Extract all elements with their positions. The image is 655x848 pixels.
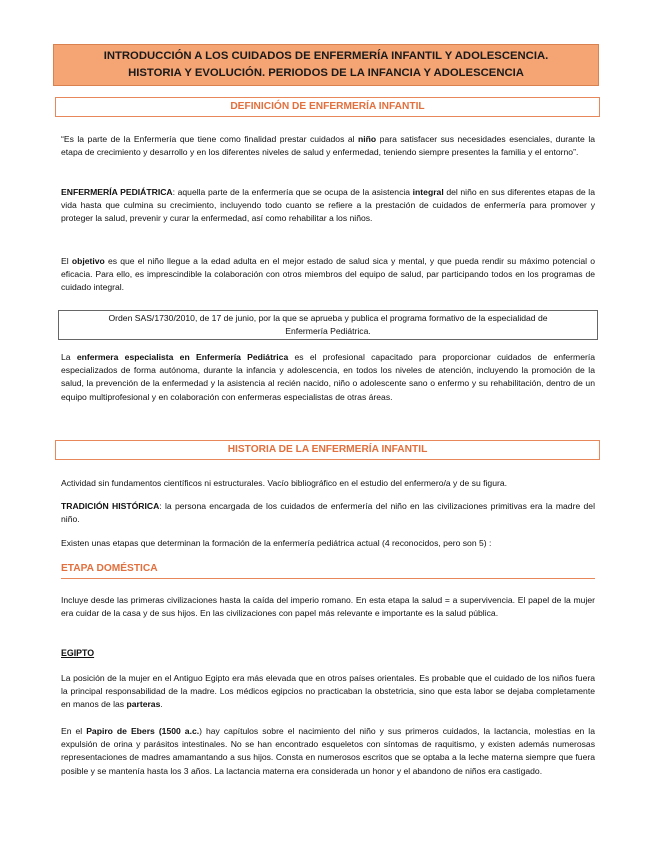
egipto-p1-text-bold: parteras — [126, 699, 161, 710]
tradicion-paragraph — [61, 500, 595, 526]
actividad-paragraph: Actividad sin fundamentos científicos ni estructurales. Vacío bibliográfico en el estudio del enfermero/a y de su figura. — [61, 478, 508, 488]
objetivo-text-c: es que el niño llegue a la edad adulta en el mejor estado de salud sica y mental, y que pueda rendir su máximo potencial o eficacia. Para ello, es imprescindible la colaboración con otros miembros del equipo de salud, par participando todos en los programas de cuidado integral. — [61, 256, 595, 293]
quote-paragraph — [61, 133, 595, 159]
etapa-domestica-heading: ETAPA DOMÉSTICA — [61, 561, 595, 579]
pediatrica-text-c: del niño en sus diferentes etapas de la vida hasta que culmina su crecimiento, incluyendo todo cuanto se refiere a la prestación de cuidados de enfermería para promover y proteger la salud, prevenir y curar la enfermedad, así como rehabilitar a los niños. — [61, 187, 595, 224]
section-heading-definicion: DEFINICIÓN DE ENFERMERÍA INFANTIL — [55, 97, 600, 117]
especialista-paragraph — [61, 351, 595, 404]
pediatrica-text-bold: integral — [412, 187, 444, 197]
pediatrica-paragraph — [61, 186, 595, 226]
objetivo-paragraph — [61, 255, 595, 295]
orden-line-2: Enfermería Pediátrica. — [285, 326, 371, 336]
egipto-p1-text-a: La posición de la mujer en el Antiguo Egipto era más elevada que en otros países orientales. Es probable que el cuidado de los niños fuera la principal responsabilidad de la madre. Los médicos egipcios no practicaban la obstetricia, sino que esta labor se dejaba completamente en manos de las — [61, 673, 595, 710]
especialista-text-bold: enfermera especialista en Enfermería Pediátrica — [76, 352, 289, 362]
objetivo-text-bold: objetivo — [71, 256, 105, 266]
quote-text-c: para satisfacer sus necesidades esenciales, durante la etapa de crecimiento y desarrollo y en los diferentes niveles de salud y enfermedad, teniendo siempre presentes la familia y el entorno”. — [61, 134, 596, 158]
egipto-heading: EGIPTO — [61, 648, 95, 658]
especialista-text-c: es el profesional capacitado para proporcionar cuidados de enfermería especializados de forma autónoma, durante la infancia y adolescencia, en todos los niveles de atención, incluyendo la promoción de la salud, la prevención de la enfermedad y la asistencia al recién nacido, niño o adolescente sano o enfermo y su rehabilitación, dentro de un equipo multiprofesional y en colaboración con enfermeras especialistas de otras áreas. — [61, 352, 596, 402]
etapas-paragraph: Existen unas etapas que determinan la formación de la enfermería pediátrica actual (4 reconocidos, pero son 5) : — [61, 538, 492, 548]
pediatrica-text-a: : aquella parte de la enfermería que se ocupa de la asistencia — [172, 187, 413, 197]
section-heading-historia: HISTORIA DE LA ENFERMERÍA INFANTIL — [55, 440, 600, 460]
objetivo-text-a: El — [61, 256, 72, 266]
egipto-p1-text-c: . — [160, 699, 163, 710]
pediatrica-label: ENFERMERÍA PEDIÁTRICA — [61, 187, 173, 197]
tradicion-label: TRADICIÓN HISTÓRICA — [61, 501, 160, 511]
orden-box — [58, 310, 598, 340]
egipto-paragraph-1 — [61, 672, 595, 712]
quote-text-a: “Es la parte de la Enfermería que tiene como finalidad prestar cuidados al — [61, 134, 359, 144]
egipto-paragraph-2 — [61, 725, 595, 778]
egipto-p2-text-a: En el — [61, 726, 87, 736]
quote-text-bold: niño — [358, 134, 377, 144]
especialista-text-a: La — [61, 352, 77, 362]
etapa-domestica-paragraph: Incluye desde las primeras civilizaciones hasta la caída del imperio romano. En esta etapa la salud = a supervivencia. El papel de la mujer era cuidar de la casa y de sus hijos. En las civilizaciones con papel más relevante e importante es la salud pública. — [61, 595, 595, 619]
egipto-p2-text-c: ) hay capítulos sobre el nacimiento del niño y sus primeros cuidados, la lactancia, molestias en la expulsión de orina y parásitos intestinales. No se han encontrado esqueletos con síntomas de raquitismo, y existen además numerosas representaciones de madres amamantando a sus hijos. Consta en numerosos escritos que se optaba a la leche materna siempre que fuera posible y se mantenía hasta los 3 años. La lactancia materna era considerada un honor y el abandono de niños era castigado. — [61, 726, 595, 776]
egipto-p2-text-bold: Papiro de Ebers (1500 a.c. — [86, 726, 200, 736]
document-title — [53, 44, 599, 86]
orden-line-1: Orden SAS/1730/2010, de 17 de junio, por la que se aprueba y publica el programa formativo de la especialidad de — [108, 313, 548, 323]
title-line-2: HISTORIA Y EVOLUCIÓN. PERIODOS DE LA INFANCIA Y ADOLESCENCIA — [128, 67, 524, 79]
title-line-1: INTRODUCCIÓN A LOS CUIDADOS DE ENFERMERÍA INFANTIL Y ADOLESCENCIA. — [103, 50, 549, 62]
tradicion-text: : la persona encargada de los cuidados de enfermería del niño en las civilizaciones primitivas era la madre del niño. — [61, 501, 595, 525]
